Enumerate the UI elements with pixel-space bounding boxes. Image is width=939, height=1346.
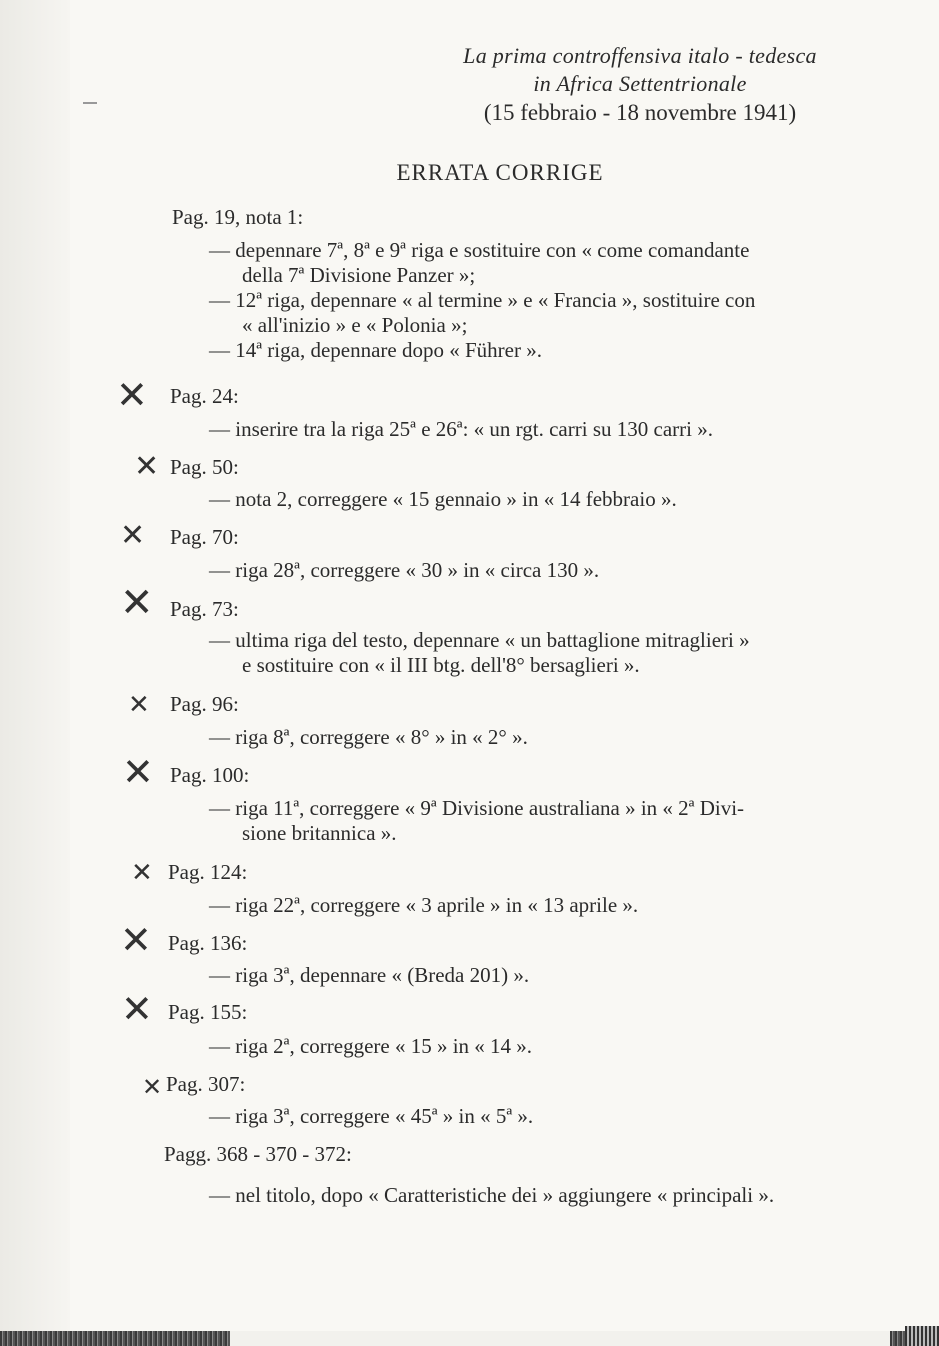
correction-line: — ultima riga del testo, depennare « un battaglione mitraglieri »	[209, 628, 750, 652]
page-ref-136: Pag. 136:	[168, 931, 248, 955]
correction-line: e sostituire con « il III btg. dell'8° bersaglieri ».	[242, 653, 640, 677]
correction-line: — riga 11ª, correggere « 9ª Divisione australiana » in « 2ª Divi-	[209, 796, 745, 820]
check-mark-icon: ✕	[142, 1073, 163, 1101]
correction-line: — inserire tra la riga 25ª e 26ª: « un rgt. carri su 130 carri ».	[209, 417, 713, 441]
header-dates: (15 febbraio - 18 novembre 1941)	[483, 100, 797, 125]
check-mark-icon: ✕	[121, 987, 153, 1031]
correction-line: — depennare 7ª, 8ª e 9ª riga e sostituire con « come comandante	[209, 238, 750, 262]
page-ref-19: Pag. 19, nota 1:	[172, 205, 304, 229]
check-mark-icon: ✕	[120, 580, 154, 626]
header-line-1: La prima controffensiva italo - tedesca	[463, 43, 817, 68]
correction-line: — nel titolo, dopo « Caratteristiche dei » aggiungere « principali ».	[209, 1183, 775, 1207]
correction-24	[209, 417, 713, 442]
page-ref-307: Pag. 307:	[166, 1072, 246, 1096]
correction-368-370-372	[209, 1183, 774, 1208]
header-line-2: in Africa Settentrionale	[533, 71, 747, 96]
page-ref-73: Pag. 73:	[170, 597, 239, 621]
correction-70	[209, 558, 599, 583]
correction-100	[209, 796, 744, 846]
page-ref-24: Pag. 24:	[170, 384, 239, 408]
page-ref-368-370-372: Pagg. 368 - 370 - 372:	[164, 1142, 352, 1166]
page-ref-96: Pag. 96:	[170, 692, 239, 716]
check-mark-icon: ✕	[116, 373, 148, 417]
correction-96	[209, 725, 528, 750]
check-mark-icon: ✕	[128, 690, 150, 720]
page-ref-50: Pag. 50:	[170, 455, 239, 479]
correction-line: — nota 2, correggere « 15 gennaio » in « 14 febbraio ».	[209, 487, 677, 511]
correction-73	[209, 628, 750, 678]
page-title: ERRATA CORRIGE	[396, 160, 604, 185]
correction-307	[209, 1104, 533, 1129]
correction-124	[209, 893, 638, 918]
correction-line: — riga 3ª, correggere « 45ª » in « 5ª ».	[209, 1104, 534, 1128]
correction-line: — 12ª riga, depennare « al termine » e « Francia », sostituire con	[209, 288, 756, 312]
correction-50	[209, 487, 677, 512]
correction-line: — riga 8ª, correggere « 8° » in « 2° ».	[209, 725, 528, 749]
correction-line: — riga 3ª, depennare « (Breda 201) ».	[209, 963, 530, 987]
correction-136	[209, 963, 529, 988]
correction-line: — riga 2ª, correggere « 15 » in « 14 ».	[209, 1034, 533, 1058]
correction-155	[209, 1034, 532, 1059]
page-ref-100: Pag. 100:	[170, 763, 250, 787]
correction-line: — 14ª riga, depennare dopo « Führer ».	[209, 338, 542, 362]
check-mark-icon: ✕	[122, 750, 154, 794]
check-mark-icon: ✕	[134, 449, 160, 484]
correction-line: — riga 28ª, correggere « 30 » in « circa 130 ».	[209, 558, 600, 582]
correction-line: della 7ª Divisione Panzer »;	[242, 263, 476, 287]
check-mark-icon: ✕	[120, 518, 146, 553]
correction-line: « all'inizio » e « Polonia »;	[242, 313, 468, 337]
page-ref-155: Pag. 155:	[168, 1000, 248, 1024]
correction-19	[209, 238, 755, 363]
check-mark-icon: ✕	[131, 858, 153, 888]
correction-line: sione britannica ».	[242, 821, 397, 845]
correction-line: — riga 22ª, correggere « 3 aprile » in « 13 aprile ».	[209, 893, 639, 917]
check-mark-icon: ✕	[120, 918, 152, 962]
page-ref-124: Pag. 124:	[168, 860, 248, 884]
page-ref-70: Pag. 70:	[170, 525, 239, 549]
